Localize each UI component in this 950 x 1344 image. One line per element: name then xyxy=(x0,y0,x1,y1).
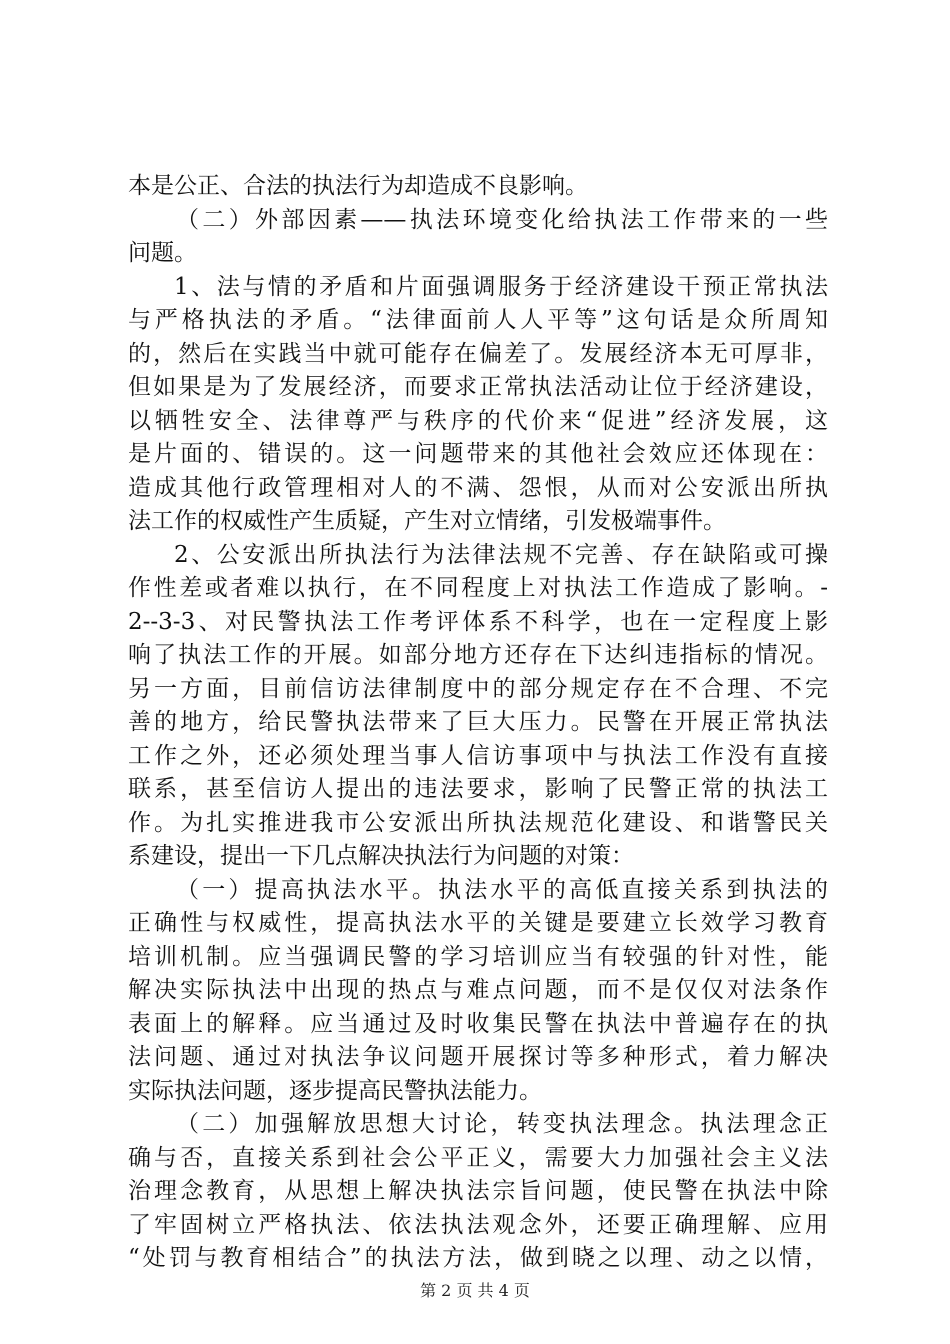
text-line: 1、法与情的矛盾和片面强调服务于经济建设干预正常执法 xyxy=(174,273,828,300)
text-line: 问题。 xyxy=(128,240,197,266)
text-line: 本是公正、合法的执法行为却造成不良影响。 xyxy=(128,173,588,199)
text-line: （二）外部因素——执法环境变化给执法工作带来的一些 xyxy=(176,206,828,233)
text-line: 但如果是为了发展经济，而要求正常执法活动让位于经济建设， xyxy=(128,374,828,400)
text-line: 以牺牲安全、法律尊严与秩序的代价来“促进”经济发展，这 xyxy=(128,407,828,434)
text-line: 造成其他行政管理相对人的不满、怨恨，从而对公安派出所执 xyxy=(128,474,828,501)
text-line: 系建设，提出一下几点解决执法行为问题的对策： xyxy=(128,843,634,869)
text-line: “处罚与教育相结合”的执法方法，做到晓之以理、动之以情， xyxy=(128,1245,828,1271)
text-line: 正确性与权威性，提高执法水平的关键是要建立长效学习教育 xyxy=(128,910,828,936)
text-line: 治理念教育，从思想上解决执法宗旨问题，使民警在执法中除 xyxy=(128,1178,828,1204)
text-line: （一）提高执法水平。执法水平的高低直接关系到执法的 xyxy=(176,876,828,903)
text-line: 2--3-3、对民警执法工作考评体系不科学，也在一定程度上影 xyxy=(128,608,828,635)
text-line: 实际执法问题，逐步提高民警执法能力。 xyxy=(128,1077,542,1104)
text-line: 是片面的、错误的。这一问题带来的其他社会效应还体现在： xyxy=(128,441,828,467)
text-line: 了牢固树立严格执法、依法执法观念外，还要正确理解、应用 xyxy=(128,1211,828,1238)
text-line: 表面上的解释。应当通过及时收集民警在执法中普遍存在的执 xyxy=(128,1010,828,1037)
text-line: 确与否，直接关系到社会公平正义，需要大力加强社会主义法 xyxy=(128,1144,828,1171)
text-line: 解决实际执法中出现的热点与难点问题，而不是仅仅对法条作 xyxy=(128,977,828,1003)
page-footer: 第 2 页 共 4 页 xyxy=(420,1281,530,1300)
text-line: 响了执法工作的开展。如部分地方还存在下达纠违指标的情况。 xyxy=(128,642,828,668)
text-line: 善的地方，给民警执法带来了巨大压力。民警在开展正常执法 xyxy=(128,709,828,735)
text-line: 与严格执法的矛盾。“法律面前人人平等”这句话是众所周知 xyxy=(128,307,828,333)
text-line: 作。为扎实推进我市公安派出所执法规范化建设、和谐警民关 xyxy=(128,809,828,836)
text-line: 的，然后在实践当中就可能存在偏差了。发展经济本无可厚非， xyxy=(128,340,828,367)
text-line: （二）加强解放思想大讨论，转变执法理念。执法理念正 xyxy=(176,1111,828,1137)
document-body xyxy=(128,170,828,1276)
text-line: 法问题、通过对执法争议问题开展探讨等多种形式，着力解决 xyxy=(128,1044,828,1070)
text-line: 工作之外，还必须处理当事人信访事项中与执法工作没有直接 xyxy=(128,742,828,769)
text-line: 法工作的权威性产生质疑，产生对立情绪，引发极端事件。 xyxy=(128,508,726,534)
text-line: 联系，甚至信访人提出的违法要求，影响了民警正常的执法工 xyxy=(128,776,828,802)
text-line: 另一方面，目前信访法律制度中的部分规定存在不合理、不完 xyxy=(128,675,828,702)
text-line: 作性差或者难以执行，在不同程度上对执法工作造成了影响。- xyxy=(128,575,828,601)
text-line: 培训机制。应当强调民警的学习培训应当有较强的针对性，能 xyxy=(128,943,828,970)
text-line: 2、公安派出所执法行为法律法规不完善、存在缺陷或可操 xyxy=(174,541,828,568)
